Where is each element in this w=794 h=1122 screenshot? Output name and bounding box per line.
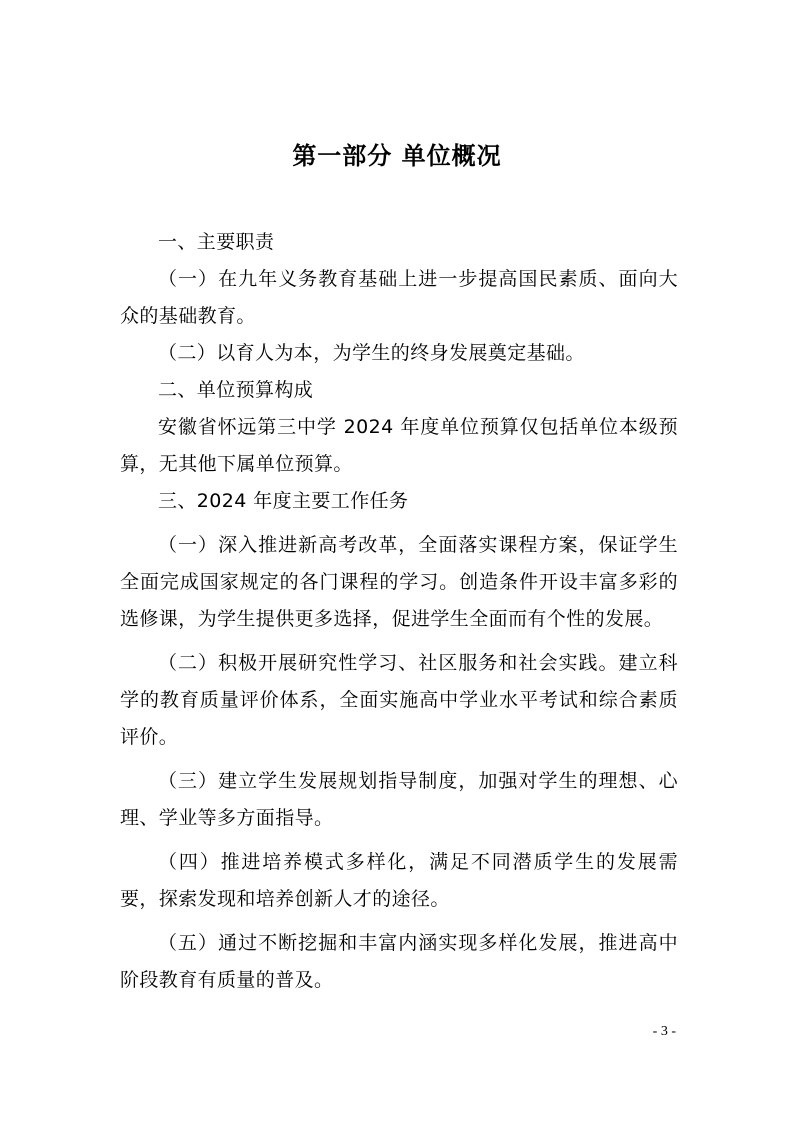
budget-structure-text: 安徽省怀远第三中学 2024 年度单位预算仅包括单位本级预算，无其他下属单位预算。 [120,416,678,475]
heading-budget-structure: 二、单位预算构成 [158,379,314,401]
duty-item-1: （一）在九年义务教育基础上进一步提高国民素质、面向大众的基础教育。 [120,268,678,327]
task-item-1: （一）深入推进新高考改革，全面落实课程方案，保证学生全面完成国家规定的各门课程的学习。创造条件开设丰富多彩的选修课，为学生提供更多选择，促进学生全面而有个性的发展。 [120,534,678,630]
page-number: - 3 - [652,1024,676,1039]
section-title: 第一部分 单位概况 [292,142,502,170]
task-item-5: （五）通过不断挖掘和丰富内涵实现多样化发展，推进高中阶段教育有质量的普及。 [120,932,678,991]
task-item-3: （三）建立学生发展规划指导制度，加强对学生的理想、心理、学业等多方面指导。 [120,770,678,829]
heading-main-duties: 一、主要职责 [158,231,275,253]
heading-main-tasks: 三、2024 年度主要工作任务 [158,490,409,512]
task-item-2: （二）积极开展研究性学习、社区服务和社会实践。建立科学的教育质量评价体系，全面实施高中学业水平考试和综合素质评价。 [120,652,678,748]
document-body [120,224,678,999]
duty-item-2: （二）以育人为本，为学生的终身发展奠定基础。 [158,342,585,364]
task-item-4: （四）推进培养模式多样化，满足不同潜质学生的发展需要，探索发现和培养创新人才的途径。 [120,851,678,910]
